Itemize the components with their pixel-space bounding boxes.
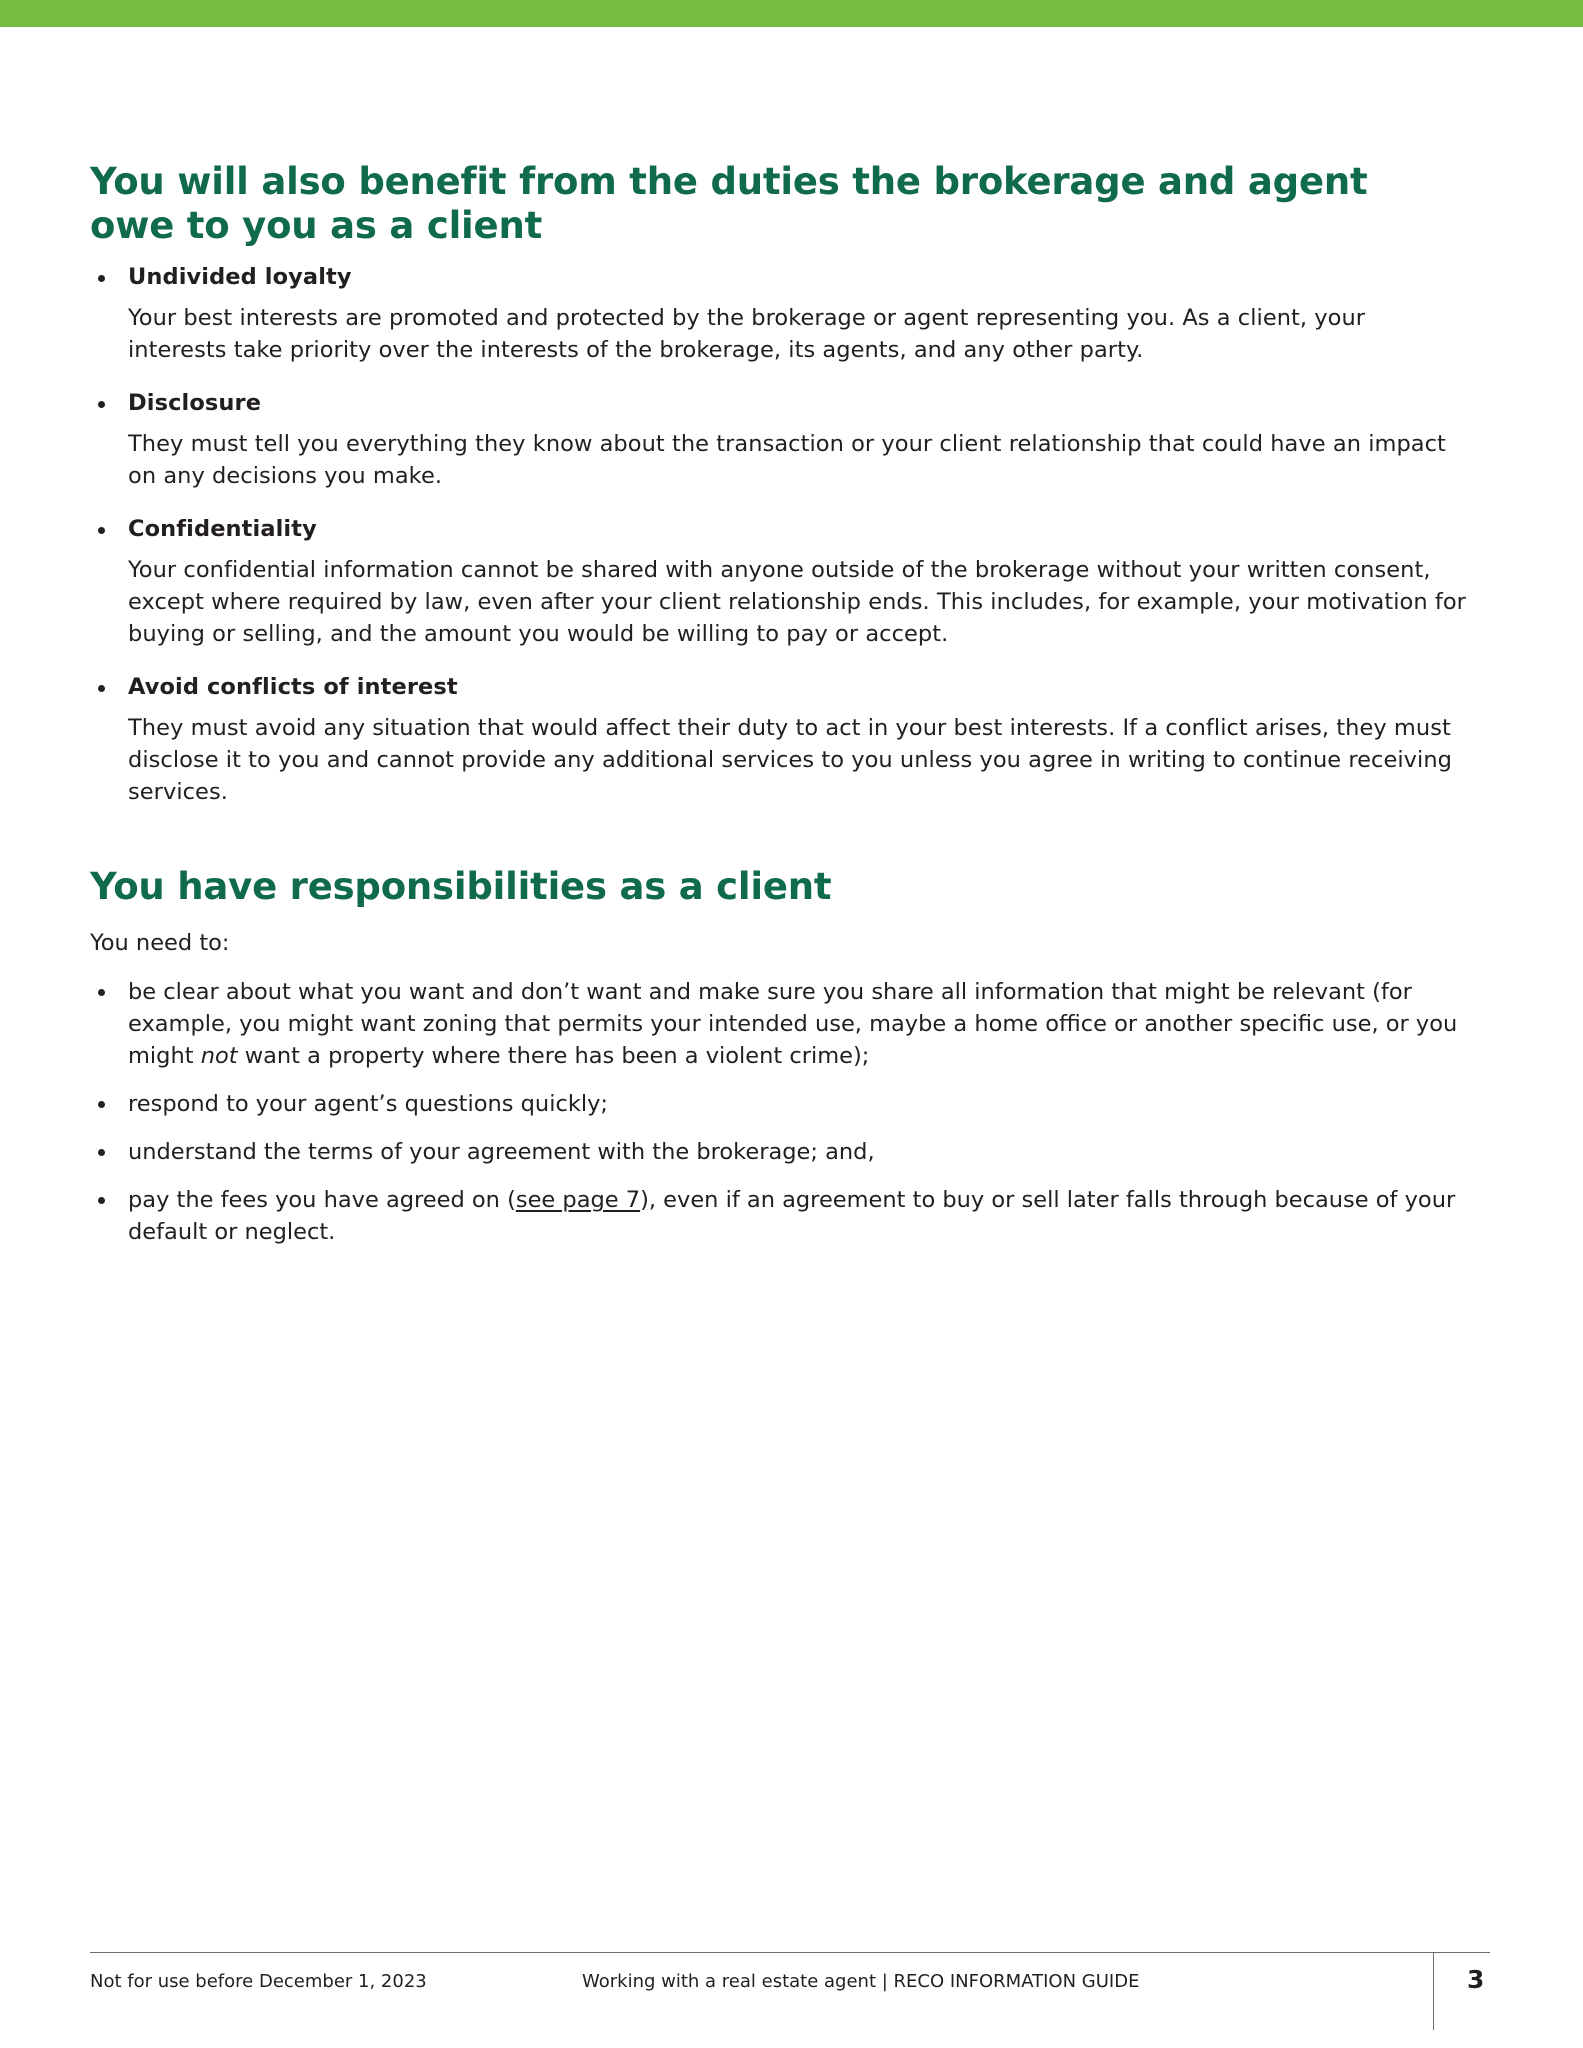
duty-description: They must tell you everything they know about the transaction or your client relationship that could have an impact on any decisions you make.	[128, 431, 1446, 490]
list-item	[90, 515, 1468, 651]
page-title-responsibilities: You have responsibilities as a client	[90, 865, 832, 909]
list-item	[90, 1089, 1468, 1121]
responsibility-text-before: understand the terms of your agreement with the brokerage; and,	[128, 1139, 875, 1166]
list-item	[90, 1185, 1468, 1249]
list-item	[90, 389, 1468, 493]
list-item	[90, 977, 1468, 1073]
footer-notice: Not for use before December 1, 2023	[90, 1971, 427, 1992]
page-title-duties: You will also benefit from the duties the brokerage and agent owe to you as a client	[90, 160, 1368, 248]
duties-list	[90, 263, 1468, 809]
duty-term: Avoid conflicts of interest	[128, 674, 458, 701]
footer-page-number-divider	[1433, 1952, 1434, 2030]
responsibilities-lead-in: You need to:	[90, 929, 230, 956]
responsibility-text-before: respond to your agent’s questions quickly;	[128, 1091, 608, 1118]
footer-guide-title: Working with a real estate agent | RECO INFORMATION GUIDE	[582, 1971, 1140, 1992]
duty-term: Undivided loyalty	[128, 263, 352, 290]
page-content	[90, 160, 1468, 1265]
footer-divider-rule	[90, 1952, 1490, 1953]
responsibility-text-after: want a property where there has been a violent crime);	[237, 1043, 870, 1070]
responsibility-text-after: ), even if an agreement to buy or sell later falls through because of your default or neglect.	[128, 1187, 1456, 1246]
list-item	[90, 263, 1468, 367]
page-number: 3	[1467, 1965, 1485, 1994]
list-item	[90, 673, 1468, 809]
duty-description: They must avoid any situation that would affect their duty to act in your best interests. If a conflict arises, they must disclose it to you and cannot provide any additional services to you unless you agree in writing to continue receiving services.	[128, 715, 1452, 806]
responsibility-text-before: pay the fees you have agreed on (	[128, 1187, 516, 1214]
top-green-accent-bar	[0, 0, 1583, 27]
responsibilities-list	[90, 977, 1468, 1249]
responsibility-text-before: be clear about what you want and don’t want and make sure you share all information that might be relevant (for example, you might want zoning that permits your intended use, maybe a home office or another specific use, or you might	[128, 979, 1458, 1070]
duty-description: Your best interests are promoted and protected by the brokerage or agent representing you. As a client, your interests take priority over the interests of the brokerage, its agents, and any other party.	[128, 305, 1366, 363]
duty-term: Confidentiality	[128, 516, 317, 543]
responsibility-text-italic: not	[200, 1043, 238, 1070]
list-item	[90, 1137, 1468, 1169]
duty-description: Your confidential information cannot be shared with anyone outside of the brokerage without your written consent, except where required by law, even after your client relationship ends. This includes, for example, your motivation for buying or selling, and the amount you would be willing to pay or accept.	[128, 557, 1466, 648]
see-page-7-link[interactable]: see page 7	[515, 1187, 641, 1214]
duty-term: Disclosure	[128, 389, 262, 416]
